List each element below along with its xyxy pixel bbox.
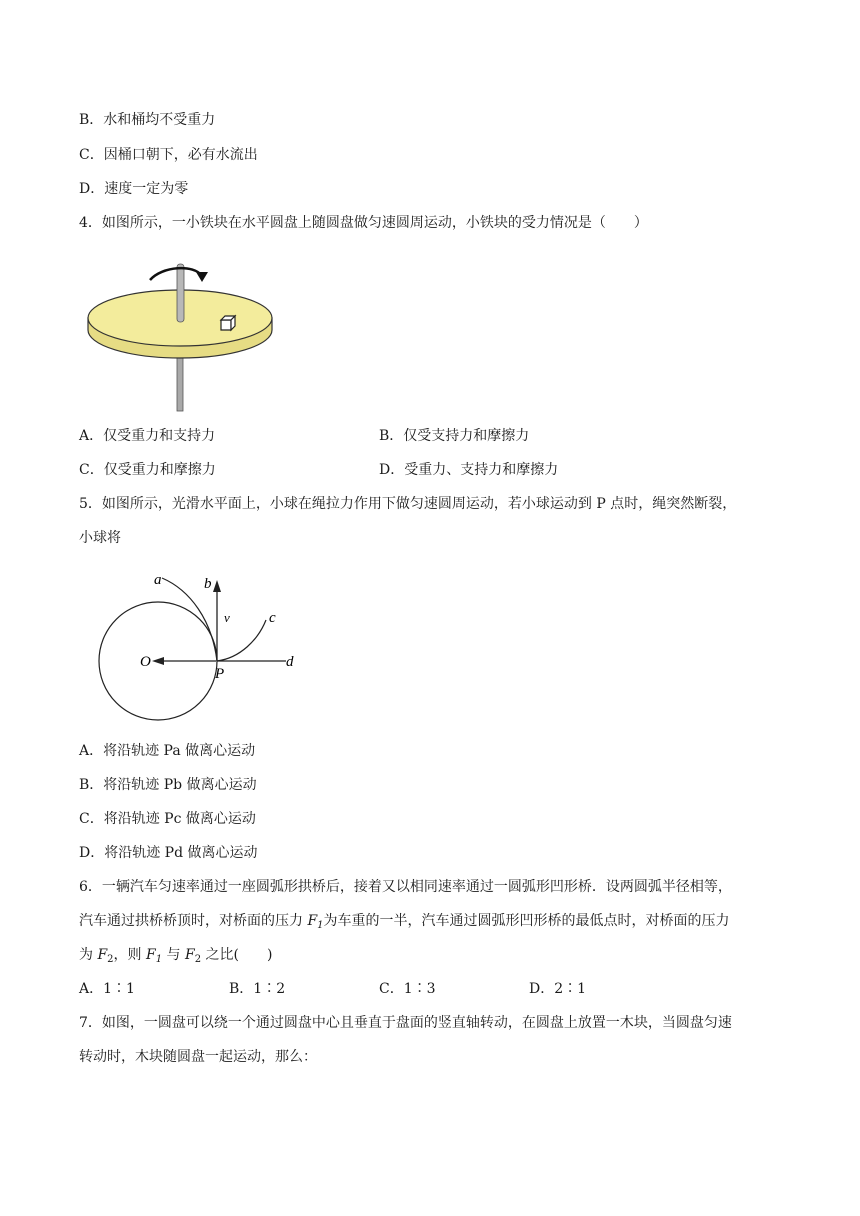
q5-tension-arrow [152, 657, 164, 665]
q4-stem: 4．如图所示，一小铁块在水平圆盘上随圆盘做匀速圆周运动，小铁块的受力情况是（ ） [79, 215, 648, 231]
q4-rotation-arrow [150, 268, 202, 280]
q6-line1: 6．一辆汽车匀速率通过一座圆弧形拱桥后，接着又以相同速率通过一圆弧形凹形桥．设两圆弧半径相等， [79, 879, 732, 895]
q6-line2: 汽车通过拱桥桥顶时，对桥面的压力 $F_1$为车重的一半，汽车通过圆弧形凹形桥的最低点时，对桥面的压力 [79, 913, 730, 931]
q5-label-b: b [204, 576, 212, 592]
q4-rotating-disk-figure [84, 258, 284, 413]
q5-option-a: A．将沿轨迹 Pa 做离心运动 [79, 743, 256, 759]
q5-option-b: B．将沿轨迹 Pb 做离心运动 [79, 777, 257, 793]
q7-line2: 转动时，木块随圆盘一起运动，那么： [79, 1049, 317, 1065]
q7-line1: 7．如图，一圆盘可以绕一个通过圆盘中心且垂直于盘面的竖直轴转动，在圆盘上放置一木块，当圆盘匀速 [79, 1015, 732, 1031]
q5-path-c [217, 620, 266, 661]
q5-label-d: d [286, 654, 294, 670]
q5-option-d: D．将沿轨迹 Pd 做离心运动 [79, 845, 258, 861]
q4-iron-block [221, 316, 235, 330]
q4-option-c: C．仅受重力和摩擦力 [79, 462, 216, 478]
q5-label-a: a [154, 572, 162, 588]
q5-label-o: O [140, 654, 151, 670]
q5-option-c: C．将沿轨迹 Pc 做离心运动 [79, 811, 256, 827]
q5-label-c: c [269, 610, 276, 626]
q4-option-d: D．受重力、支持力和摩擦力 [379, 462, 559, 478]
q3-option-c: C．因桶口朝下，必有水流出 [79, 147, 258, 163]
q3-option-d: D．速度一定为零 [79, 181, 189, 197]
q5-label-v: v [224, 610, 230, 625]
q5-stem-line1: 5．如图所示，光滑水平面上，小球在绳拉力作用下做匀速圆周运动，若小球运动到 P 点时，绳突然断裂， [79, 496, 737, 512]
q5-circular-motion-figure [90, 570, 310, 725]
q3-option-b: B．水和桶均不受重力 [79, 112, 216, 128]
q6-option-d: D．2∶1 [529, 981, 587, 997]
q5-label-p: P [215, 666, 225, 682]
q4-option-a: A．仅受重力和支持力 [79, 428, 216, 444]
q4-axis-upper [177, 264, 184, 322]
q6-option-a: A．1∶1 [79, 981, 135, 997]
q6-option-c: C．1∶3 [379, 981, 436, 997]
q4-option-b: B．仅受支持力和摩擦力 [379, 428, 530, 444]
q6-option-b: B．1∶2 [229, 981, 286, 997]
q6-line3: 为 $F_2$，则 $F_1$ 与 $F_2$ 之比( ) [79, 947, 273, 965]
q5-velocity-arrow [213, 580, 221, 592]
q5-stem-line2: 小球将 [79, 530, 121, 546]
